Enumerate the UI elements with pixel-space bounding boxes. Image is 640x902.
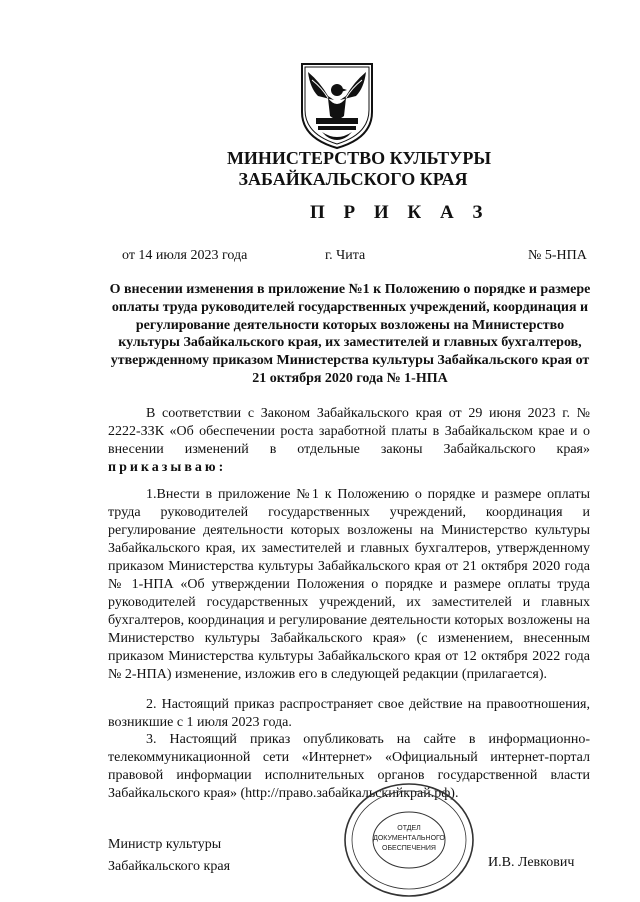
item-3-text: 3. Настоящий приказ опубликовать на сайте в информационно-телекоммуникационной сети «Интернет» «Официальный интернет-портал правовой информации исполнительных органов государственной власти Забайкальского края» (http://право.забайкальскийкрай.рф).: [108, 732, 590, 801]
stamp-line2: ДОКУМЕНТАЛЬНОГО: [373, 835, 445, 842]
ministry-heading: [0, 148, 640, 190]
order-city: г. Чита: [325, 248, 366, 263]
signatory-position: [108, 834, 230, 878]
item-2-text: 2. Настоящий приказ распространяет свое действие на правоотношения, возникшие с 1 июля 2023 года.: [108, 697, 590, 730]
item-2-paragraph: [108, 696, 590, 732]
order-heading: П Р И К А З: [310, 202, 490, 223]
official-stamp: [340, 780, 478, 900]
preamble-paragraph: [108, 405, 590, 477]
order-verb: приказываю:: [108, 460, 227, 475]
item-1-paragraph: [108, 486, 590, 684]
order-date: от 14 июля 2023 года: [122, 248, 248, 263]
order-number: № 5-НПА: [528, 248, 587, 263]
ministry-heading-line1: МИНИСТЕРСТВО КУЛЬТУРЫ: [226, 148, 492, 168]
ministry-heading-line2: ЗАБАЙКАЛЬСКОГО КРАЯ: [238, 169, 468, 189]
signatory-position-line2: Забайкальского края: [108, 859, 231, 874]
item-1-text: 1.Внести в приложение №1 к Положению о порядке и размере оплаты труда руководителей государственных учреждений, координация и регулирование деятельности которых возложены на Министерство культуры Забайкальского края, их заместителей и главных бухгалтеров, утвержденному приказом Министерства культуры Забайкальского края от 21 октября 2020 года № 1-НПА «Об утверждении Положения о порядке и размере оплаты труда руководителей государственных учреждений, их заместителей и главных бухгалтеров, координация и регулирование деятельности которых возложены на Министерство культуры Забайкальского края» (с изменением, внесенным приказом Министерства культуры Забайкальского края от 12 октября 2022 года № 2-НПА) изменение, изложив его в следующей редакции (прилагается).: [108, 487, 590, 682]
signatory-position-line1: Министр культуры: [108, 837, 222, 852]
preamble-text: В соответствии с Законом Забайкальского края от 29 июня 2023 г. № 2222-ЗЗК «Об обеспечении роста заработной платы в Забайкальском крае и о внесении изменений в отдельные законы Забайкальского края»: [108, 406, 590, 457]
stamp-line1: ОТДЕЛ: [397, 825, 421, 832]
order-title: О внесении изменения в приложение №1 к Положению о порядке и размере оплаты труда руководителей государственных учреждений, координация и регулирование деятельности которых возложены на Министерство культуры Забайкальского края, их заместителей и главных бухгалтеров, утвержденному приказом Министерства культуры Забайкальского края от 21 октября 2020 года № 1-НПА: [109, 282, 591, 386]
coat-of-arms-emblem: [298, 60, 376, 150]
signatory-name: И.В. Левкович: [488, 855, 575, 870]
stamp-line3: ОБЕСПЕЧЕНИЯ: [382, 845, 436, 852]
